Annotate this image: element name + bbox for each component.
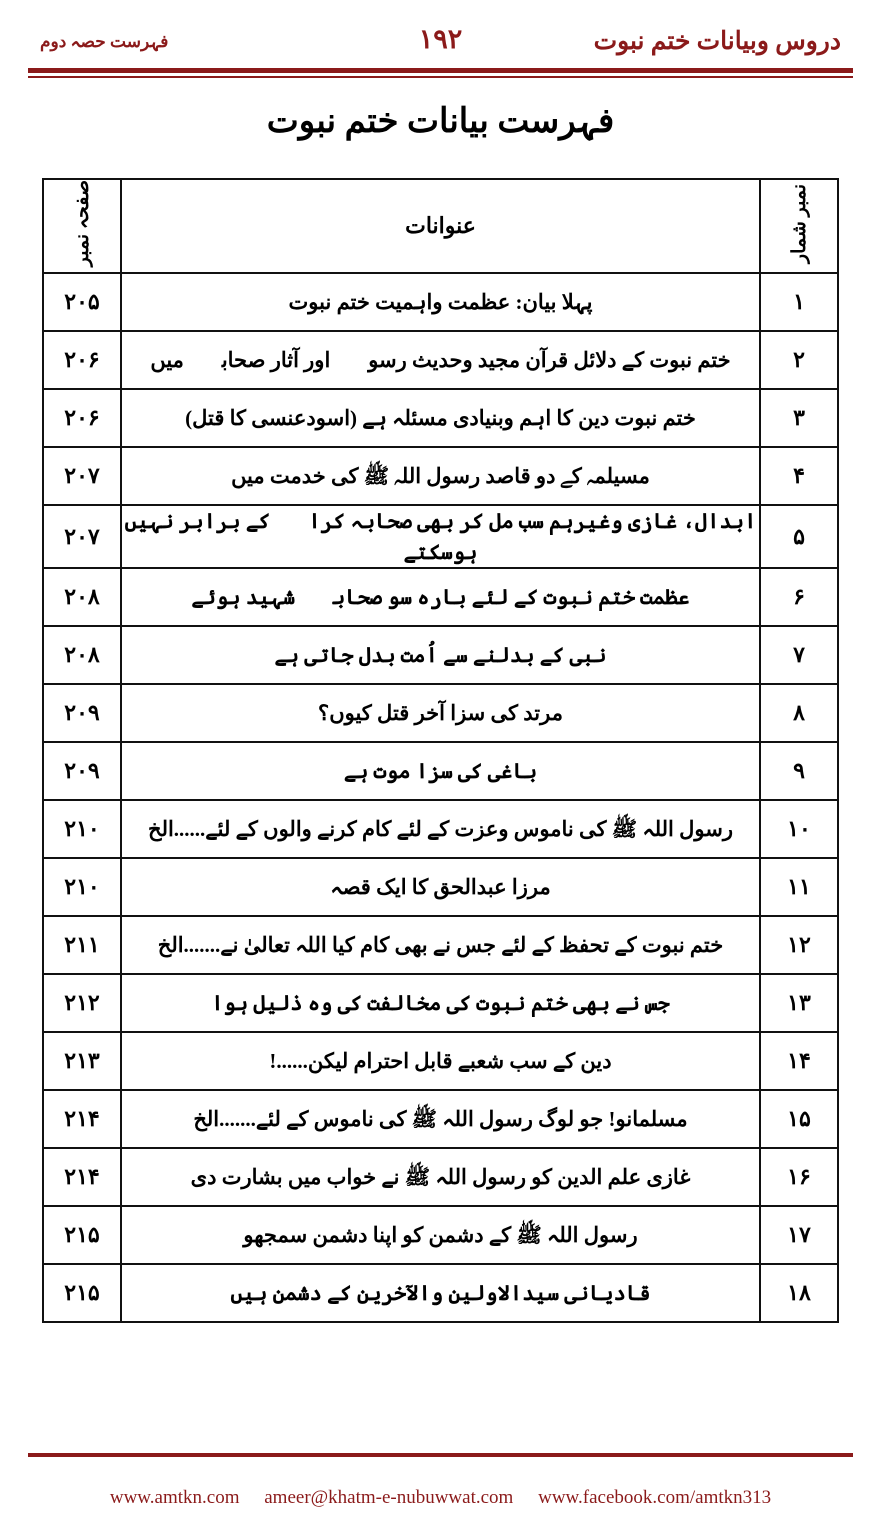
page-footer xyxy=(0,1487,881,1509)
row-number: ۲ xyxy=(760,331,838,389)
row-page-number: ۲۰۸ xyxy=(43,568,121,626)
row-title: مسیلمہ کے دو قاصد رسول اللہ ﷺ کی خدمت میں xyxy=(121,447,760,505)
table-row xyxy=(43,447,838,505)
row-page-number: ۲۱۰ xyxy=(43,858,121,916)
row-title: رسول اللہ ﷺ کی ناموس وعزت کے لئے کام کرنے والوں کے لئے......الخ xyxy=(121,800,760,858)
page-title: فہرست بیانات ختم نبوت xyxy=(266,103,615,140)
row-number: ۵ xyxy=(760,505,838,568)
row-title: ختم نبوت کے دلائل قرآن مجید وحدیث رسولؐ اور آثار صحابہؓ میں xyxy=(121,331,760,389)
row-title: عظمت ختم نبوت کے لئے بارہ سو صحابہؓ شہید ہوئے xyxy=(121,568,760,626)
row-title: نبی کے بدلنے سے اُمت بدل جاتی ہے xyxy=(121,626,760,684)
row-number: ۱۴ xyxy=(760,1032,838,1090)
column-header-title: عنوانات xyxy=(121,179,760,273)
row-number: ۱۱ xyxy=(760,858,838,916)
row-page-number: ۲۱۳ xyxy=(43,1032,121,1090)
row-number: ۳ xyxy=(760,389,838,447)
row-number: ۱۳ xyxy=(760,974,838,1032)
row-page-number: ۲۱۵ xyxy=(43,1206,121,1264)
table-row xyxy=(43,1148,838,1206)
column-header-number: نمبر شمار xyxy=(760,179,838,273)
table-row xyxy=(43,858,838,916)
table-row xyxy=(43,1264,838,1322)
header-divider-thin xyxy=(28,76,853,78)
footer-email-link[interactable]: ameer@khatm-e-nubuwwat.com xyxy=(264,1487,514,1508)
table-row xyxy=(43,742,838,800)
row-page-number: ۲۱۴ xyxy=(43,1148,121,1206)
row-page-number: ۲۰۸ xyxy=(43,626,121,684)
toc-table xyxy=(42,178,839,1323)
header-divider xyxy=(28,68,853,73)
row-page-number: ۲۱۵ xyxy=(43,1264,121,1322)
row-number: ۱۰ xyxy=(760,800,838,858)
row-title: غازی علم الدین کو رسول اللہ ﷺ نے خواب میں بشارت دی xyxy=(121,1148,760,1206)
row-page-number: ۲۰۹ xyxy=(43,742,121,800)
row-page-number: ۲۱۴ xyxy=(43,1090,121,1148)
row-page-number: ۲۰۷ xyxy=(43,505,121,568)
row-title: ختم نبوت کے تحفظ کے لئے جس نے بھی کام کیا اللہ تعالیٰ نے.......الخ xyxy=(121,916,760,974)
row-title: ابدال، غازی وغیرہم سب مل کر بھی صحابہ کرامؓ کے برابر نہیں ہوسکتے xyxy=(121,505,760,568)
table-row xyxy=(43,273,838,331)
column-header-page: صفحہ نمبر xyxy=(43,179,121,273)
table-row xyxy=(43,1090,838,1148)
table-row xyxy=(43,626,838,684)
row-number: ۴ xyxy=(760,447,838,505)
row-title: جس نے بھی ختم نبوت کی مخالفت کی وہ ذلیل ہوا xyxy=(121,974,760,1032)
row-title: قادیانی سیدالاولین والآخرین کے دشمن ہیں xyxy=(121,1264,760,1322)
table-row xyxy=(43,1032,838,1090)
row-title: مرتد کی سزا آخر قتل کیوں؟ xyxy=(121,684,760,742)
table-row xyxy=(43,505,838,568)
footer-divider xyxy=(28,1453,853,1457)
table-row xyxy=(43,974,838,1032)
row-number: ۹ xyxy=(760,742,838,800)
table-row xyxy=(43,331,838,389)
row-page-number: ۲۰۶ xyxy=(43,331,121,389)
header-section-title: فہرست حصہ دوم xyxy=(40,31,169,51)
row-number: ۸ xyxy=(760,684,838,742)
row-page-number: ۲۱۰ xyxy=(43,800,121,858)
footer-website-link[interactable]: www.amtkn.com xyxy=(109,1487,240,1508)
row-number: ۶ xyxy=(760,568,838,626)
row-title: رسول اللہ ﷺ کے دشمن کو اپنا دشمن سمجھو xyxy=(121,1206,760,1264)
row-page-number: ۲۰۹ xyxy=(43,684,121,742)
row-title: مرزا عبدالحق کا ایک قصہ xyxy=(121,858,760,916)
row-number: ۱۸ xyxy=(760,1264,838,1322)
header-page-number: ۱۹۲ xyxy=(418,24,463,54)
table-header-row xyxy=(43,179,838,273)
table-row xyxy=(43,1206,838,1264)
row-page-number: ۲۰۷ xyxy=(43,447,121,505)
row-number: ۱ xyxy=(760,273,838,331)
table-row xyxy=(43,568,838,626)
row-title: پہلا بیان: عظمت واہمیت ختم نبوت xyxy=(121,273,760,331)
row-title: ختم نبوت دین کا اہم وبنیادی مسئلہ ہے (اسودعنسی کا قتل) xyxy=(121,389,760,447)
footer-facebook-link[interactable]: www.facebook.com/amtkn313 xyxy=(538,1487,772,1508)
row-title: باغی کی سزا موت ہے xyxy=(121,742,760,800)
toc-table-body xyxy=(43,273,838,1322)
table-row xyxy=(43,389,838,447)
row-page-number: ۲۱۲ xyxy=(43,974,121,1032)
header-book-title: دروس وبیانات ختم نبوت xyxy=(593,28,841,55)
row-page-number: ۲۰۶ xyxy=(43,389,121,447)
row-page-number: ۲۱۱ xyxy=(43,916,121,974)
table-row xyxy=(43,800,838,858)
toc-table-wrapper xyxy=(42,178,839,1323)
row-title: مسلمانو! جو لوگ رسول اللہ ﷺ کی ناموس کے لئے.......الخ xyxy=(121,1090,760,1148)
table-row xyxy=(43,684,838,742)
row-number: ۱۷ xyxy=(760,1206,838,1264)
row-number: ۱۲ xyxy=(760,916,838,974)
page-header xyxy=(0,18,881,64)
row-number: ۷ xyxy=(760,626,838,684)
row-number: ۱۶ xyxy=(760,1148,838,1206)
row-title: دین کے سب شعبے قابل احترام لیکن......! xyxy=(121,1032,760,1090)
table-row xyxy=(43,916,838,974)
row-number: ۱۵ xyxy=(760,1090,838,1148)
row-page-number: ۲۰۵ xyxy=(43,273,121,331)
toc-table-head xyxy=(43,179,838,273)
